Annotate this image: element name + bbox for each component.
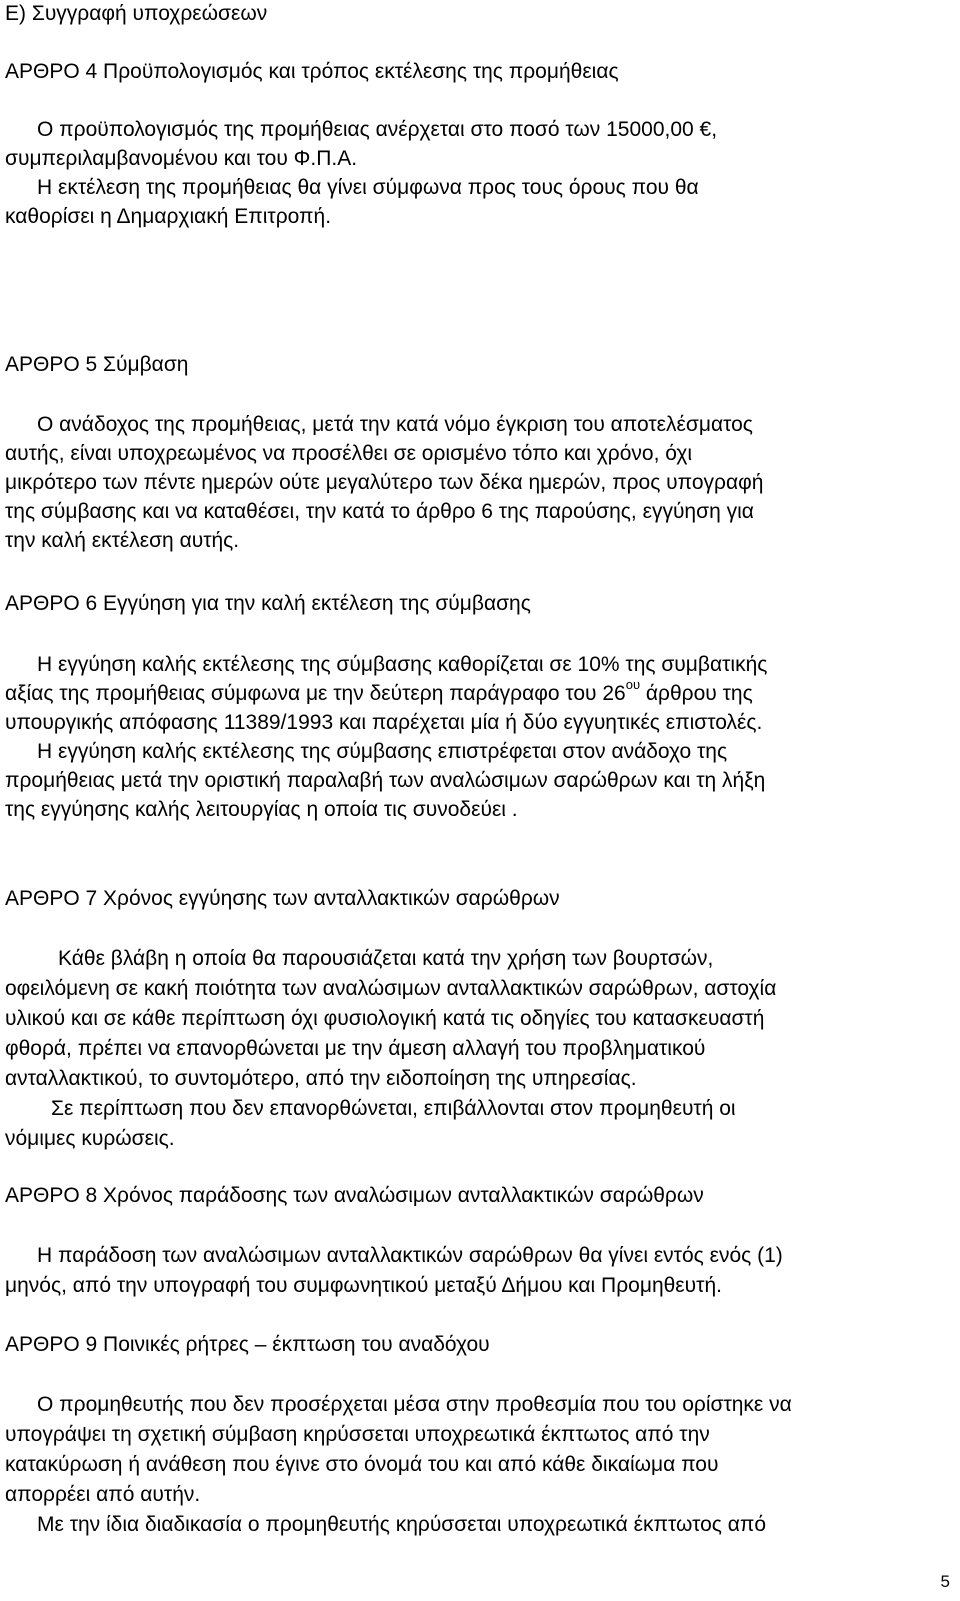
article-9-title: ΑΡΘΡΟ 9 Ποινικές ρήτρες – έκπτωση του αναδόχου bbox=[5, 1333, 490, 1356]
article-6-line: Η εγγύηση καλής εκτέλεσης της σύμβασης επιστρέφεται στον ανάδοχο της bbox=[37, 740, 728, 763]
article-5-line: την καλή εκτέλεση αυτής. bbox=[5, 529, 240, 552]
article-4-title: ΑΡΘΡΟ 4 Προϋπολογισμός και τρόπος εκτέλεσης της προμήθειας bbox=[5, 60, 619, 83]
article-8-line: μηνός, από την υπογραφή του συμφωνητικού μεταξύ Δήμου και Προμηθευτή. bbox=[5, 1274, 722, 1297]
article-7-line: φθορά, πρέπει να επανορθώνεται με την άμεση αλλαγή του προβληματικού bbox=[5, 1037, 706, 1060]
section-heading: Ε) Συγγραφή υποχρεώσεων bbox=[5, 2, 268, 25]
article-4-line: συμπεριλαμβανομένου και του Φ.Π.Α. bbox=[5, 147, 358, 170]
article-5-line: αυτής, είναι υποχρεωμένος να προσέλθει σε ορισμένο τόπο και χρόνο, όχι bbox=[5, 442, 693, 465]
article-7-line: ανταλλακτικού, το συντομότερο, από την ειδοποίηση της υπηρεσίας. bbox=[5, 1067, 637, 1090]
article-6-line: προμήθειας μετά την οριστική παραλαβή των αναλώσιμων σαρώθρων και τη λήξη bbox=[5, 769, 766, 792]
article-6-line: υπουργικής απόφασης 11389/1993 και παρέχεται μία ή δύο εγγυητικές επιστολές. bbox=[5, 711, 763, 734]
article-5-title: ΑΡΘΡΟ 5 Σύμβαση bbox=[5, 353, 189, 376]
page-number: 5 bbox=[940, 1572, 950, 1591]
article-6-line: Η εγγύηση καλής εκτέλεσης της σύμβασης καθορίζεται σε 10% της συμβατικής bbox=[37, 653, 768, 676]
article-6-line bbox=[5, 677, 753, 708]
ordinal-superscript: ου bbox=[625, 677, 641, 692]
article-9-line: απορρέει από αυτήν. bbox=[5, 1483, 201, 1506]
article-7-line: νόμιμες κυρώσεις. bbox=[5, 1127, 175, 1150]
article-5-line: μικρότερο των πέντε ημερών ούτε μεγαλύτερο των δέκα ημερών, προς υπογραφή bbox=[5, 471, 764, 494]
article-5-line: της σύμβασης και να καταθέσει, την κατά το άρθρο 6 της παρούσης, εγγύηση για bbox=[5, 500, 754, 523]
article-7-line: οφειλόμενη σε κακή ποιότητα των αναλώσιμων ανταλλακτικών σαρώθρων, αστοχία bbox=[5, 977, 777, 1000]
article-9-line: Με την ίδια διαδικασία ο προμηθευτής κηρύσσεται υποχρεωτικά έκπτωτος από bbox=[37, 1513, 767, 1536]
article-8-line: Η παράδοση των αναλώσιμων ανταλλακτικών σαρώθρων θα γίνει εντός ενός (1) bbox=[37, 1244, 783, 1267]
article-7-line: Σε περίπτωση που δεν επανορθώνεται, επιβάλλονται στον προμηθευτή οι bbox=[51, 1097, 736, 1120]
article-4-line: Ο προϋπολογισμός της προμήθειας ανέρχεται στο ποσό των 15000,00 €, bbox=[37, 118, 718, 141]
article-7-line: υλικού και σε κάθε περίπτωση όχι φυσιολογική κατά τις οδηγίες του κατασκευαστή bbox=[5, 1007, 765, 1030]
article-9-line: κατακύρωση ή ανάθεση που έγινε στο όνομά του και από κάθε δικαίωμα που bbox=[5, 1453, 719, 1476]
article-9-line: Ο προμηθευτής που δεν προσέρχεται μέσα στην προθεσμία που του ορίστηκε να bbox=[37, 1393, 792, 1416]
article-6-line: της εγγύησης καλής λειτουργίας η οποία τις συνοδεύει . bbox=[5, 798, 518, 821]
article-4-line: Η εκτέλεση της προμήθειας θα γίνει σύμφωνα προς τους όρους που θα bbox=[37, 176, 699, 199]
article-7-title: ΑΡΘΡΟ 7 Χρόνος εγγύησης των ανταλλακτικών σαρώθρων bbox=[5, 887, 560, 910]
article-8-title: ΑΡΘΡΟ 8 Χρόνος παράδοσης των αναλώσιμων ανταλλακτικών σαρώθρων bbox=[5, 1184, 704, 1207]
article-4-line: καθορίσει η Δημαρχιακή Επιτροπή. bbox=[5, 205, 332, 228]
article-6-line-text: αξίας της προμήθειας σύμφωνα με την δεύτερη παράγραφο του 26 bbox=[5, 682, 626, 705]
article-7-line: Κάθε βλάβη η οποία θα παρουσιάζεται κατά την χρήση των βουρτσών, bbox=[58, 947, 714, 970]
article-6-title: ΑΡΘΡΟ 6 Εγγύηση για την καλή εκτέλεση της σύμβασης bbox=[5, 592, 531, 615]
article-5-line: Ο ανάδοχος της προμήθειας, μετά την κατά νόμο έγκριση του αποτελέσματος bbox=[37, 413, 753, 436]
article-9-line: υπογράψει τη σχετική σύμβαση κηρύσσεται υποχρεωτικά έκπτωτος από την bbox=[5, 1423, 710, 1446]
article-6-line-text: άρθρου της bbox=[640, 682, 753, 705]
